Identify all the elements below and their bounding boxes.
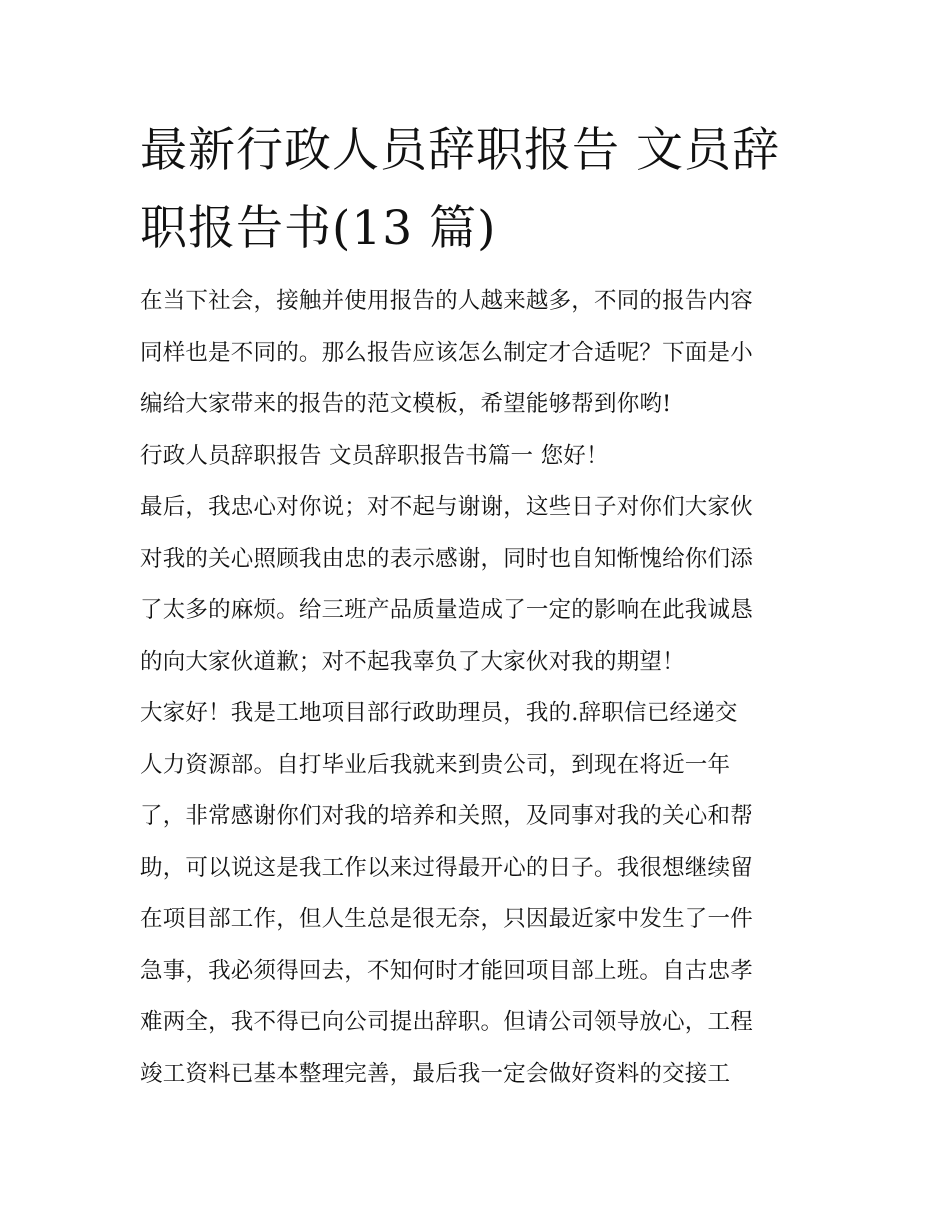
section-heading-paragraph: [140, 431, 812, 483]
intro-paragraph: [140, 276, 812, 431]
paragraph-line: 的向大家伙道歉；对不起我辜负了大家伙对我的期望！: [140, 648, 685, 675]
body-paragraph-1: [140, 482, 812, 688]
paragraph-line: 竣工资料已基本整理完善，最后我一定会做好资料的交接工: [140, 1060, 731, 1087]
body-paragraph-2: [140, 688, 812, 1100]
paragraph-line: 难两全，我不得已向公司提出辞职。但请公司领导放心，工程: [140, 1009, 753, 1035]
paragraph-line: 同样也是不同的。那么报告应该怎么制定才合适呢？下面是小: [140, 339, 753, 366]
paragraph-line: 行政人员辞职报告 文员辞职报告书篇一 您好！: [140, 442, 609, 469]
paragraph-line: 人力资源部。自打毕业后我就来到贵公司，到现在将近一年: [140, 751, 731, 778]
paragraph-line: 急事，我必须得回去，不知何时才能回项目部上班。自古忠孝: [140, 957, 753, 984]
title-line-2: 职报告书(13 篇): [140, 201, 497, 256]
paragraph-line: 最后，我忠心对你说；对不起与谢谢，这些日子对你们大家伙: [140, 494, 753, 520]
paragraph-line: 对我的关心照顾我由忠的表示感谢，同时也自知惭愧给你们添: [140, 545, 753, 572]
paragraph-line: 编给大家带来的报告的范文模板，希望能够帮到你哟!: [140, 391, 672, 417]
paragraph-line: 了太多的麻烦。给三班产品质量造成了一定的影响在此我诚恳: [140, 597, 753, 623]
document-title: [140, 112, 812, 268]
title-line-1: 最新行政人员辞职报告 文员辞: [140, 123, 780, 178]
paragraph-line: 助，可以说这是我工作以来过得最开心的日子。我很想继续留: [140, 854, 753, 881]
document-page: [140, 112, 812, 1100]
paragraph-line: 了，非常感谢你们对我的培养和关照，及同事对我的关心和帮: [140, 803, 753, 829]
paragraph-line: 大家好！我是工地项目部行政助理员，我的.辞职信已经递交: [140, 700, 738, 726]
paragraph-line: 在项目部工作，但人生总是很无奈，只因最近家中发生了一件: [140, 906, 753, 932]
paragraph-line: 在当下社会，接触并使用报告的人越来越多，不同的报告内容: [140, 288, 753, 314]
